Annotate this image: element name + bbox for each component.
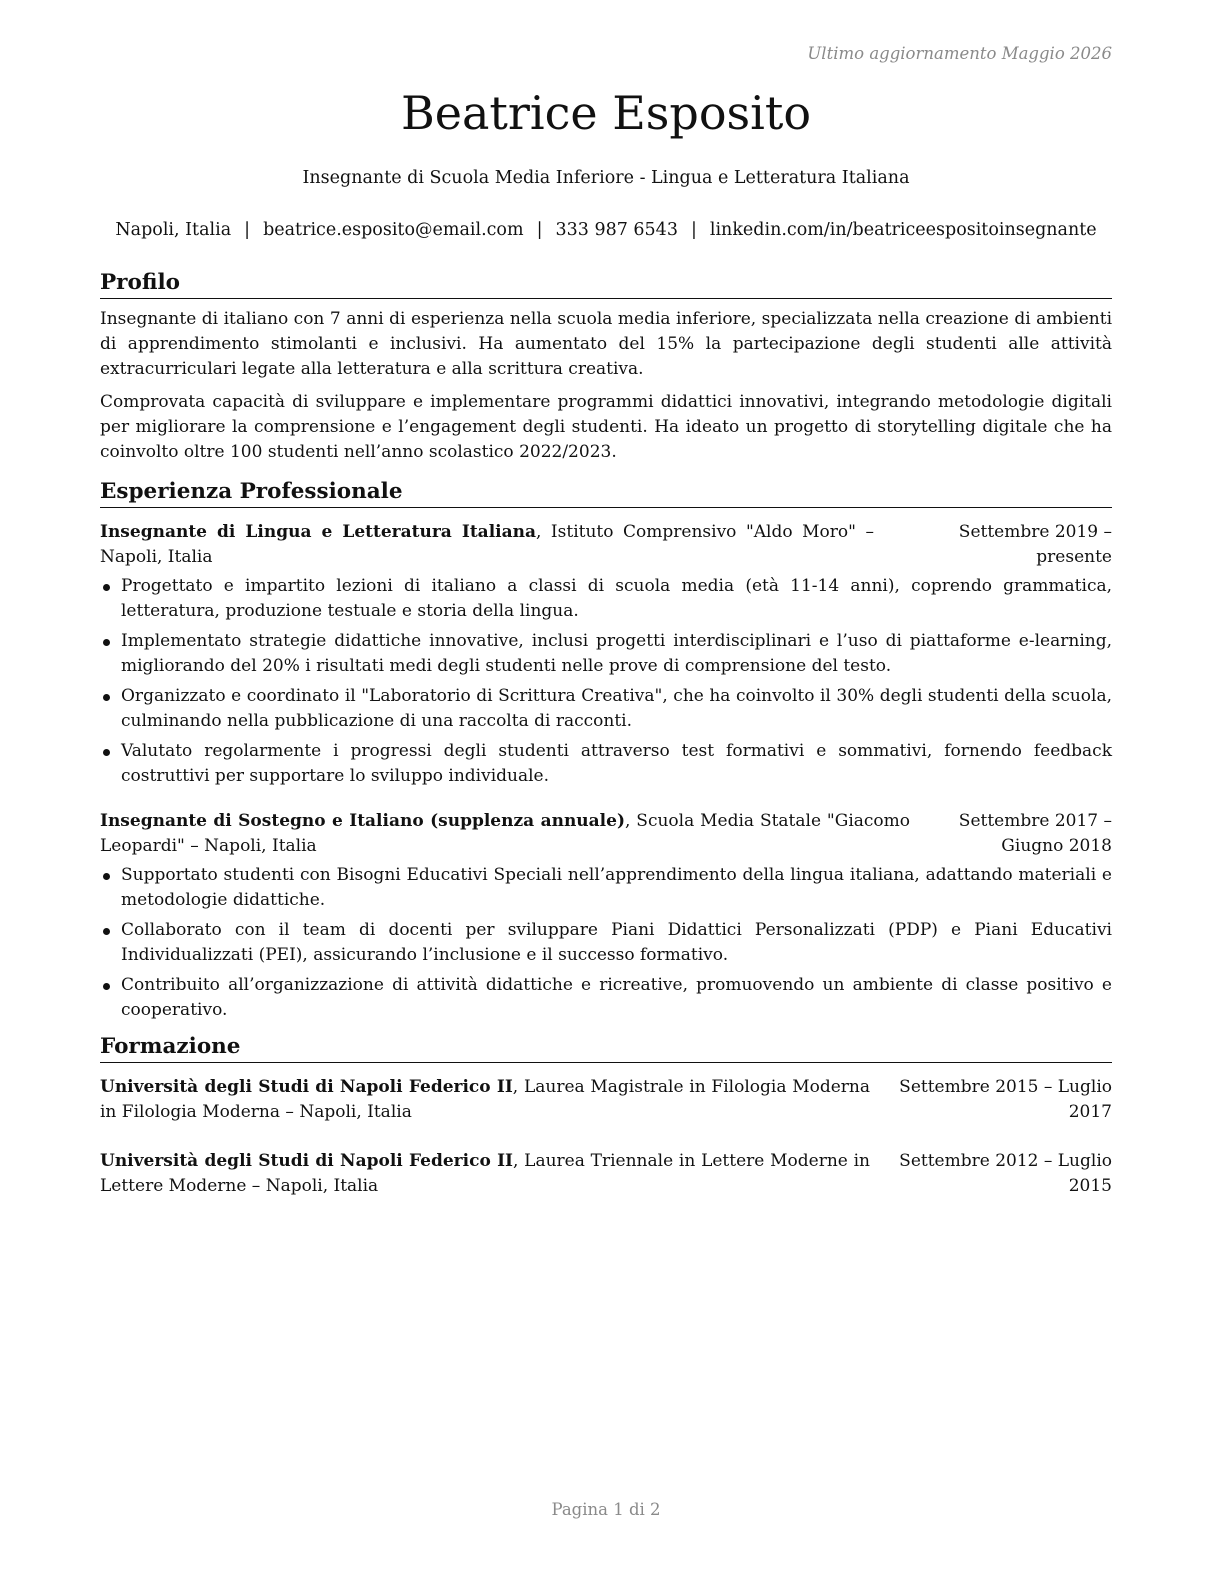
job-place: , Scuola Media Statale "Giacomo Leopardi" – Napoli, Italia	[100, 811, 910, 856]
contact-location: Napoli, Italia	[115, 220, 232, 240]
job-entry	[100, 809, 1112, 1023]
section-title-experience: Esperienza Professionale	[100, 477, 1112, 508]
education-header	[100, 1075, 1112, 1125]
candidate-name: Beatrice Esposito	[400, 86, 812, 140]
job-role: Insegnante di Lingua e Letteratura Italiana	[100, 522, 536, 542]
bullet-icon	[103, 694, 110, 701]
job-title: Insegnante di Scuola Media Inferiore - Lingua e Letteratura Italiana	[302, 168, 910, 188]
bullet-icon	[103, 983, 110, 990]
list-item: Valutato regolarmente i progressi degli studenti attraverso test formativi e sommativi, fornendo feedback costruttivi per supportare lo sviluppo individuale.	[100, 739, 1112, 789]
job-dates: Settembre 2017 – Giugno 2018	[958, 811, 1112, 856]
list-item: Organizzato e coordinato il "Laboratorio di Scrittura Creativa", che ha coinvolto il 30% degli studenti della scuola, culminando nella pubblicazione di una raccolta di racconti.	[100, 684, 1112, 734]
list-item: Collaborato con il team di docenti per sviluppare Piani Didattici Personalizzati (PDP) e Piani Educativi Individualizzati (PEI), assicurando l’inclusione e il successo formativo.	[100, 918, 1112, 968]
contact-separator: |	[690, 220, 697, 240]
list-item: Supportato studenti con Bisogni Educativi Speciali nell’apprendimento della lingua italiana, adattando materiali e metodologie didattiche.	[100, 863, 1112, 913]
job-bullets	[100, 863, 1112, 1023]
section-title-profile: Profilo	[100, 268, 1112, 299]
education-degree: , Laurea Triennale in Lettere Moderne in Lettere Moderne – Napoli, Italia	[100, 1151, 870, 1196]
contact-separator: |	[536, 220, 543, 240]
job-entry	[100, 520, 1112, 789]
contact-phone[interactable]: 333 987 6543	[555, 220, 678, 240]
contact-linkedin[interactable]: linkedin.com/in/beatriceespositoinsegnante	[709, 220, 1097, 240]
contact-line	[0, 220, 1212, 240]
last-updated: Ultimo aggiornamento Maggio 2026	[807, 44, 1112, 63]
list-item: Progettato e impartito lezioni di italiano a classi di scuola media (età 11-14 anni), coprendo grammatica, letteratura, produzione testuale e storia della lingua.	[100, 574, 1112, 624]
job-place: , Istituto Comprensivo "Aldo Moro" – Napoli, Italia	[100, 522, 874, 567]
section-title-education: Formazione	[100, 1032, 1112, 1063]
education-school: Università degli Studi di Napoli Federico II	[100, 1077, 513, 1097]
job-dates: Settembre 2019 – presente	[958, 522, 1112, 567]
education-entry	[100, 1075, 1112, 1125]
job-header	[100, 520, 1112, 570]
list-item: Contribuito all’organizzazione di attività didattiche e ricreative, promuovendo un ambiente di classe positivo e cooperativo.	[100, 973, 1112, 1023]
education-school: Università degli Studi di Napoli Federico II	[100, 1151, 513, 1171]
education-entry	[100, 1149, 1112, 1199]
bullet-icon	[103, 749, 110, 756]
education-degree: , Laurea Magistrale in Filologia Moderna in Filologia Moderna – Napoli, Italia	[100, 1077, 871, 1122]
job-header	[100, 809, 1112, 859]
bullet-icon	[103, 873, 110, 880]
contact-separator: |	[244, 220, 251, 240]
education-dates: Settembre 2012 – Luglio 2015	[899, 1151, 1112, 1196]
job-role: Insegnante di Sostegno e Italiano (supplenza annuale)	[100, 811, 625, 831]
profile-paragraph: Comprovata capacità di sviluppare e implementare programmi didattici innovativi, integrando metodologie digitali per migliorare la comprensione e l’engagement degli studenti. Ha ideato un progetto di storytelling digitale che ha coinvolto oltre 100 studenti nell’anno scolastico 2022/2023.	[100, 392, 1112, 462]
profile-paragraph: Insegnante di italiano con 7 anni di esperienza nella scuola media inferiore, specializzata nella creazione di ambienti di apprendimento stimolanti e inclusivi. Ha aumentato del 15% la partecipazione degli studenti alle attività extracurriculari legate alla letteratura e alla scrittura creativa.	[100, 309, 1112, 379]
bullet-icon	[103, 928, 110, 935]
contact-email[interactable]: beatrice.esposito@email.com	[263, 220, 524, 240]
list-item: Implementato strategie didattiche innovative, inclusi progetti interdisciplinari e l’uso di piattaforme e-learning, migliorando del 20% i risultati medi degli studenti nelle prove di comprensione del testo.	[100, 629, 1112, 679]
page-number: Pagina 1 di 2	[551, 1500, 661, 1519]
bullet-icon	[103, 639, 110, 646]
education-dates: Settembre 2015 – Luglio 2017	[899, 1077, 1112, 1122]
education-header	[100, 1149, 1112, 1199]
resume-body	[100, 268, 1112, 1199]
job-bullets	[100, 574, 1112, 789]
bullet-icon	[103, 584, 110, 591]
